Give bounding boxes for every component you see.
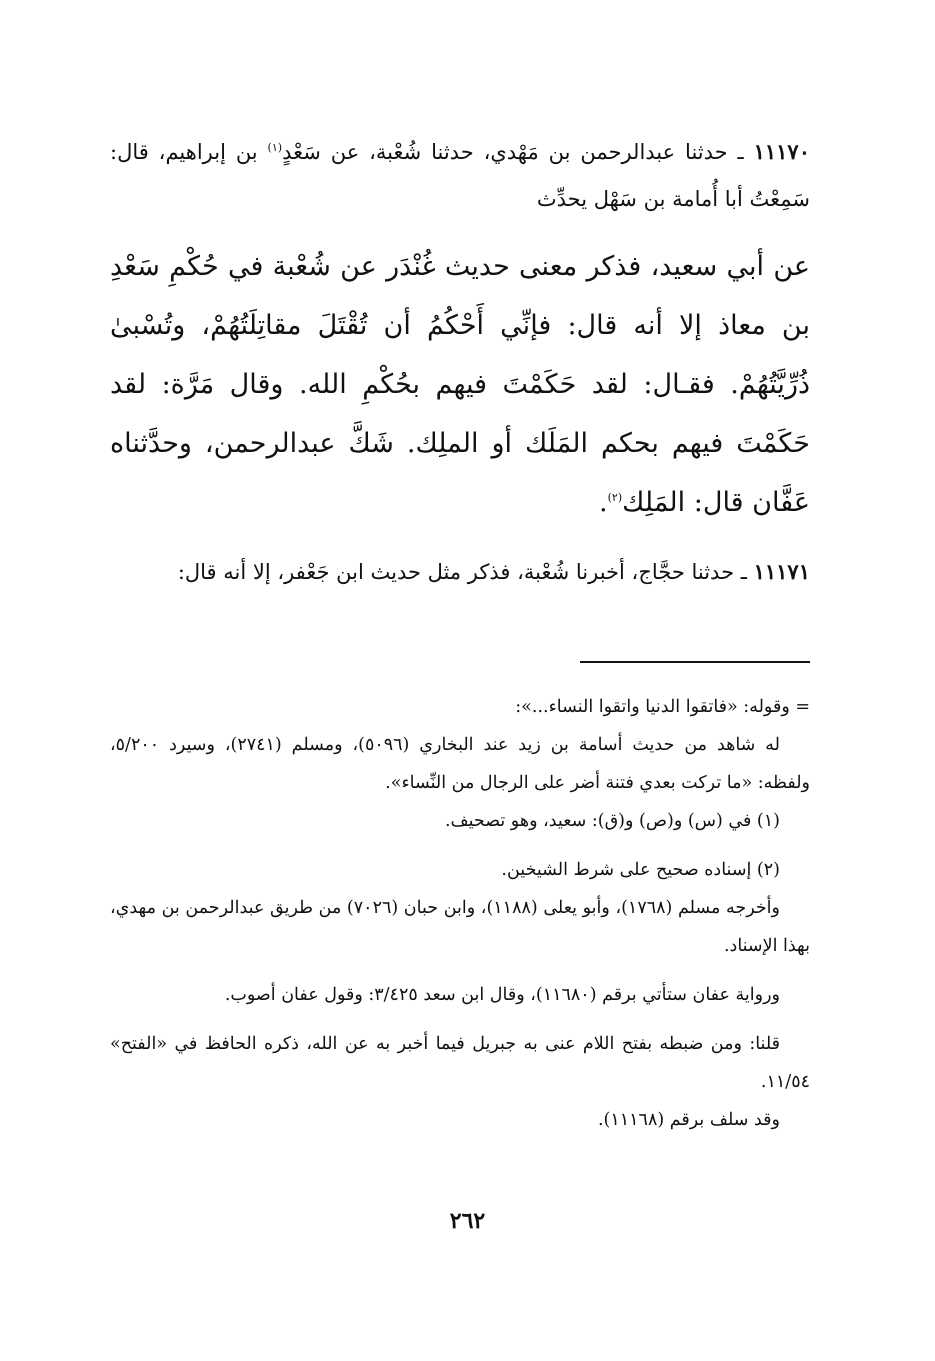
footnote-ref-1: (١) bbox=[267, 141, 283, 154]
matn-end: . bbox=[599, 487, 608, 518]
footnote-salaf: وقد سلف برقم (١١١٦٨). bbox=[597, 1110, 780, 1130]
hadith-11171-text: ـ حدثنا حجَّاج، أخبرنا شُعْبة، فذكر مثل حديث ابن جَعْفر، إلا أنه قال: bbox=[177, 560, 747, 584]
footnote-takhrij: وأخرجه مسلم (١٧٦٨)، وأبو يعلى (١١٨٨)، وابن حبان (٧٠٢٦) من طريق عبدالرحمن بن مهدي، بهذا الإسناد. bbox=[110, 898, 810, 956]
main-text bbox=[110, 128, 810, 596]
hadith-11170-isnad bbox=[110, 128, 810, 223]
footnote-shahid: له شاهد من حديث أسامة بن زيد عند البخاري (٥٠٩٦)، ومسلم (٢٧٤١)، وسيرد ٥/٢٠٠، ولفظه: «ما تركت بعدي فتنة أضر على الرجال من النِّساء». bbox=[110, 735, 810, 793]
footnote-qulna: قلنا: ومن ضبطه بفتح اللام عنى به جبريل فيما أخبر به عن الله، ذكره الحافظ في «الفتح» ١١/٥٤. bbox=[110, 1034, 810, 1092]
footnote-divider bbox=[580, 661, 810, 663]
isnad-text: ـ حدثنا عبدالرحمن بن مَهْدي، حدثنا شُعْبة، عن سَعْدٍ bbox=[282, 140, 744, 164]
footnote-ref-2: (٢) bbox=[607, 491, 623, 504]
footnote-1: (١) في (س) و(ص) و(ق): سعيد، وهو تصحيف. bbox=[444, 811, 780, 831]
footnote-affan: ورواية عفان ستأتي برقم (١١٦٨٠)، وقال ابن سعد ٣/٤٢٥: وقول عفان أصوب. bbox=[224, 985, 780, 1005]
footnote-continuation: = وقوله: «فاتقوا الدنيا واتقوا النساء...»: bbox=[515, 697, 810, 717]
footnote-2: (٢) إسناده صحيح على شرط الشيخين. bbox=[501, 860, 780, 880]
hadith-11170-matn bbox=[110, 237, 810, 532]
hadith-number: ١١١٧٠ bbox=[753, 139, 810, 164]
matn-text: عن أبي سعيد، فذكر معنى حديث غُنْدَر عن شُعْبة في حُكْمِ سَعْدِ بن معاذ إلا أنه قال: فإنِّي أَحْكُمُ أن تُقْتَلَ مقاتِلَتُهُمْ، وتُسْبىٰ ذُرِّيَّتُهُمْ. فقـال: لقد حَكَمْتَ فيهم بحُكْمِ الله. وقال مَرَّة: لقد حَكَمْتَ فيهم بحكم المَلَك أو الملِك. شَكَّ عبدالرحمن، وحدَّثناه عَفَّان قال: المَلِك bbox=[110, 251, 810, 518]
isnad-text-continued: بن إبراهيم، قال: سَمِعْتُ أبا أُمامة بن سَهْل يحدِّث bbox=[110, 140, 810, 211]
footnotes bbox=[110, 688, 810, 1139]
page-number: ٢٦٢ bbox=[449, 1208, 486, 1234]
hadith-number: ١١١٧١ bbox=[753, 559, 810, 584]
hadith-11171 bbox=[110, 548, 810, 596]
